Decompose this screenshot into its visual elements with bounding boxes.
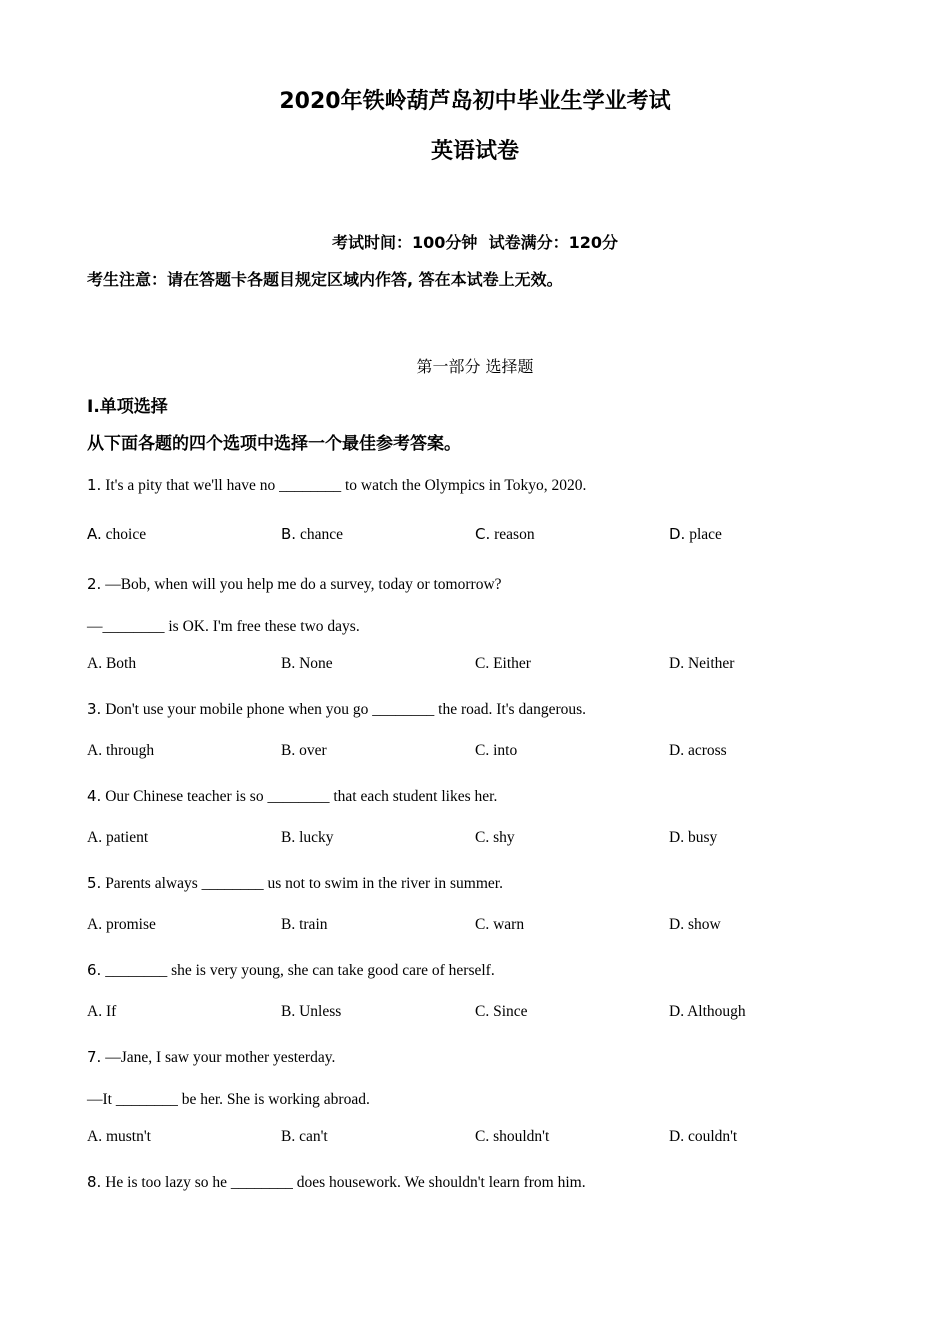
option-d: D. Neither	[669, 655, 735, 672]
question-2	[87, 575, 502, 594]
question-stem: Our Chinese teacher is so ________ that each student likes her.	[105, 788, 498, 805]
question-1	[87, 476, 586, 495]
option-b: B. can't	[281, 1128, 328, 1145]
option-c: C. shy	[475, 829, 515, 846]
option-d: D. place	[669, 525, 722, 543]
question-number: 6.	[87, 961, 102, 979]
question-number: 1.	[87, 476, 102, 494]
question-number: 2.	[87, 575, 102, 593]
option-b: B. chance	[281, 525, 343, 543]
time-value: 100分钟	[412, 233, 478, 252]
exam-notice: 考生注意：请在答题卡各题目规定区域内作答, 答在本试卷上无效。	[87, 270, 563, 289]
option-c: C. reason	[475, 525, 535, 543]
question-stem: It's a pity that we'll have no ________ to watch the Olympics in Tokyo, 2020.	[105, 477, 587, 494]
part-heading: 第一部分 选择题	[416, 357, 534, 376]
option-c: C. Since	[475, 1003, 528, 1020]
option-a: A. If	[87, 1003, 117, 1020]
section-title: I.单项选择	[87, 397, 168, 417]
score-value: 120分	[568, 233, 618, 252]
question-6	[87, 961, 495, 980]
option-c: C. warn	[475, 916, 525, 933]
option-d: D. across	[669, 742, 727, 759]
option-b: B. lucky	[281, 829, 334, 846]
question-number: 8.	[87, 1173, 102, 1191]
question-stem: —Bob, when will you help me do a survey, today or tomorrow?	[105, 576, 502, 593]
option-b: B. None	[281, 655, 333, 672]
exam-subtitle: 英语试卷	[430, 139, 519, 164]
option-c: C. into	[475, 742, 518, 759]
exam-meta	[0, 230, 950, 253]
question-7-reply: —It ________ be her. She is working abroad.	[87, 1091, 370, 1108]
time-label: 考试时间：	[332, 233, 413, 252]
option-d: D. couldn't	[669, 1128, 738, 1145]
question-number: 3.	[87, 700, 102, 718]
option-b: B. over	[281, 742, 327, 759]
question-3	[87, 700, 586, 719]
option-a: A. patient	[87, 829, 149, 846]
option-c: C. shouldn't	[475, 1128, 550, 1145]
question-stem: He is too lazy so he ________ does housework. We shouldn't learn from him.	[105, 1174, 586, 1191]
question-number: 4.	[87, 787, 102, 805]
option-a: A. promise	[87, 916, 156, 933]
question-stem: Parents always ________ us not to swim in the river in summer.	[105, 875, 503, 892]
option-b: B. Unless	[281, 1003, 342, 1020]
section-instruction: 从下面各题的四个选项中选择一个最佳参考答案。	[87, 434, 461, 454]
question-8	[87, 1173, 586, 1192]
exam-title: 2020年铁岭葫芦岛初中毕业生学业考试	[279, 89, 671, 114]
option-d: D. busy	[669, 829, 718, 846]
question-stem: ________ she is very young, she can take good care of herself.	[105, 962, 495, 979]
option-c: C. Either	[475, 655, 531, 672]
question-stem: Don't use your mobile phone when you go ________ the road. It's dangerous.	[105, 701, 587, 718]
option-a: A. choice	[87, 525, 147, 543]
score-label: 试卷满分：	[488, 233, 569, 252]
option-b: B. train	[281, 916, 328, 933]
question-2-reply: —________ is OK. I'm free these two days.	[87, 618, 360, 635]
question-4	[87, 787, 497, 806]
question-number: 5.	[87, 874, 102, 892]
question-number: 7.	[87, 1048, 102, 1066]
option-a: A. mustn't	[87, 1128, 151, 1145]
question-5	[87, 874, 503, 893]
option-d: D. Although	[669, 1003, 746, 1020]
option-a: A. Both	[87, 655, 137, 672]
question-stem: —Jane, I saw your mother yesterday.	[105, 1049, 336, 1066]
option-a: A. through	[87, 742, 155, 759]
option-d: D. show	[669, 916, 721, 933]
question-7	[87, 1048, 335, 1067]
